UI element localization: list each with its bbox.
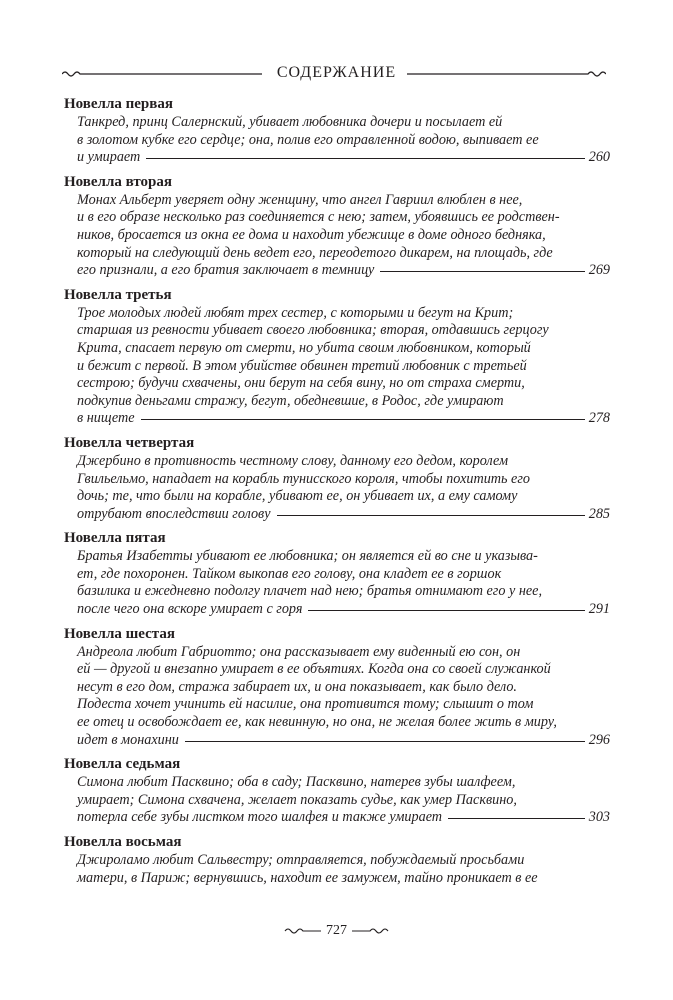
toc-entry	[64, 174, 610, 280]
entry-title: Новелла шестая	[64, 625, 175, 642]
entry-title: Новелла седьмая	[64, 756, 181, 773]
entry-line: матери, в Париж; вернувшись, находит ее замужем, тайно проникает в ее	[77, 869, 538, 886]
entry-page-number: 260	[588, 149, 610, 166]
entry-description	[77, 548, 610, 618]
toc-entry	[64, 287, 610, 428]
entry-line: его признали, а его братия заключает в темницу	[77, 262, 375, 279]
entry-title: Новелла первая	[64, 96, 173, 112]
entry-line: ей — другой и внезапно умирает в ее объятиях. Когда она со своей служанкой	[77, 661, 551, 678]
ornamental-rule-right	[407, 70, 606, 78]
dot-leader	[448, 818, 585, 819]
entry-title: Новелла вторая	[64, 173, 172, 190]
dot-leader	[185, 741, 585, 742]
entry-description	[77, 852, 610, 887]
entry-line: Танкред, принц Салернский, убивает любовника дочери и посылает ей	[77, 114, 503, 130]
entry-title: Новелла третья	[64, 286, 172, 303]
entry-title: Новелла пятая	[64, 530, 166, 547]
entry-page-number: 285	[588, 505, 610, 522]
toc-entry	[64, 530, 610, 618]
entry-line: умирает; Симона схвачена, желает показать судье, как умер Пасквино,	[77, 791, 517, 808]
page-number: 727	[326, 923, 347, 938]
entry-description	[77, 453, 610, 523]
footer-flourish-right	[351, 927, 389, 935]
entry-line: ет, где похоронен. Тайком выкопав его голову, она кладет ее в горшок	[77, 565, 502, 582]
entry-line: и в его образе несколько раз соединяется с нею; затем, убоявшись ее родствен-	[77, 209, 560, 226]
footer-flourish-left	[284, 927, 322, 935]
entry-line: и бежит с первой. В этом убийстве обвинен третий любовник с третьей	[77, 357, 527, 374]
entry-line: старшая из ревности убивает своего любовника; вторая, отдавшись герцогу	[77, 322, 549, 339]
entry-page-number: 296	[588, 731, 610, 748]
entry-title: Новелла восьмая	[64, 834, 182, 850]
entry-line: отрубают впоследствии голову	[77, 505, 271, 522]
entry-line: потерла себе зубы листком того шалфея и также умирает	[77, 809, 443, 826]
entry-page-number: 278	[588, 410, 610, 427]
dot-leader	[141, 419, 585, 420]
entry-last-line	[77, 262, 610, 280]
toc-entry	[64, 626, 610, 750]
entry-page-number: 269	[588, 262, 610, 279]
dot-leader	[308, 610, 584, 611]
entry-line: в нищете	[77, 410, 135, 427]
entry-description	[77, 305, 610, 428]
entry-line: дочь; те, что были на корабле, убивают ее, он убивает их, а ему самому	[77, 488, 518, 505]
entry-line: Симона любит Пасквино; оба в саду; Пасквино, натерев зубы шалфеем,	[77, 774, 516, 791]
toc-entry	[64, 96, 610, 167]
entry-title: Новелла четвертая	[64, 434, 195, 451]
page-heading: СОДЕРЖАНИЕ	[276, 64, 397, 81]
entry-last-line	[77, 410, 610, 428]
entry-page-number: 291	[588, 601, 610, 618]
entry-last-line	[77, 732, 610, 750]
entry-line: Братья Изабетты убивают ее любовника; он является ей во сне и указыва-	[77, 548, 538, 565]
entry-line: Гвильельмо, нападает на корабль тунисского короля, чтобы похитить его	[77, 470, 530, 487]
entry-last-line	[77, 149, 610, 167]
entry-line: Андреола любит Габриотто; она рассказывает ему виденный ею сон, он	[77, 643, 521, 660]
entry-line: в золотом кубке его сердце; она, полив его отравленной водою, выпивает ее	[77, 131, 539, 148]
entry-line: подкупив деньгами стражу, бегут, обедневшие, в Родос, где умирают	[77, 392, 504, 409]
dot-leader	[146, 158, 584, 159]
entry-last-line	[77, 809, 610, 827]
table-of-contents	[64, 96, 610, 894]
dot-leader	[380, 271, 584, 272]
entry-description	[77, 774, 610, 827]
entry-last-line	[77, 601, 610, 619]
entry-line: идет в монахини	[77, 731, 179, 748]
entry-line: ников, бросается из окна ее дома и находит убежище в доме одного бедняка,	[77, 226, 546, 243]
entry-line: ее отец и освобождает ее, как невинную, но она, не желая более жить в миру,	[77, 714, 557, 731]
entry-line: Трое молодых людей любят трех сестер, с которыми и бегут на Крит;	[77, 304, 514, 321]
dot-leader	[277, 515, 585, 516]
entry-line: который на следующий день ведет его, переодетого дикарем, на площадь, где	[77, 244, 553, 261]
entry-line: Джироламо любит Сальвестру; отправляется, побуждаемый просьбами	[77, 852, 525, 868]
entry-description	[77, 644, 610, 750]
entry-line: Крита, спасает первую от смерти, но убита своим любовником, который	[77, 339, 531, 356]
page-footer	[0, 923, 673, 939]
entry-line: базилика и ежедневно подолгу плачет над нею; братья отнимают его у нее,	[77, 583, 543, 600]
entry-page-number: 303	[588, 809, 610, 826]
toc-entry	[64, 756, 610, 827]
entry-last-line	[77, 506, 610, 524]
entry-line: сестрою; будучи схвачены, они берут на себя вину, но от страха смерти,	[77, 375, 525, 392]
entry-description	[77, 192, 610, 280]
entry-line: Джербино в противность честному слову, данному его дедом, королем	[77, 452, 509, 469]
entry-description	[77, 114, 610, 167]
entry-line: несут в его дом, стража забирает их, и она показывает, как было дело.	[77, 678, 517, 695]
entry-line: и умирает	[77, 149, 141, 166]
toc-entry	[64, 834, 610, 887]
entry-line: Монах Альберт уверяет одну женщину, что ангел Гавриил влюблен в нее,	[77, 191, 523, 208]
entry-line: Подеста хочет учинить ей насилие, она противится тому; слышит о том	[77, 696, 534, 713]
toc-entry	[64, 435, 610, 523]
entry-line: после чего она вскоре умирает с горя	[77, 601, 303, 618]
